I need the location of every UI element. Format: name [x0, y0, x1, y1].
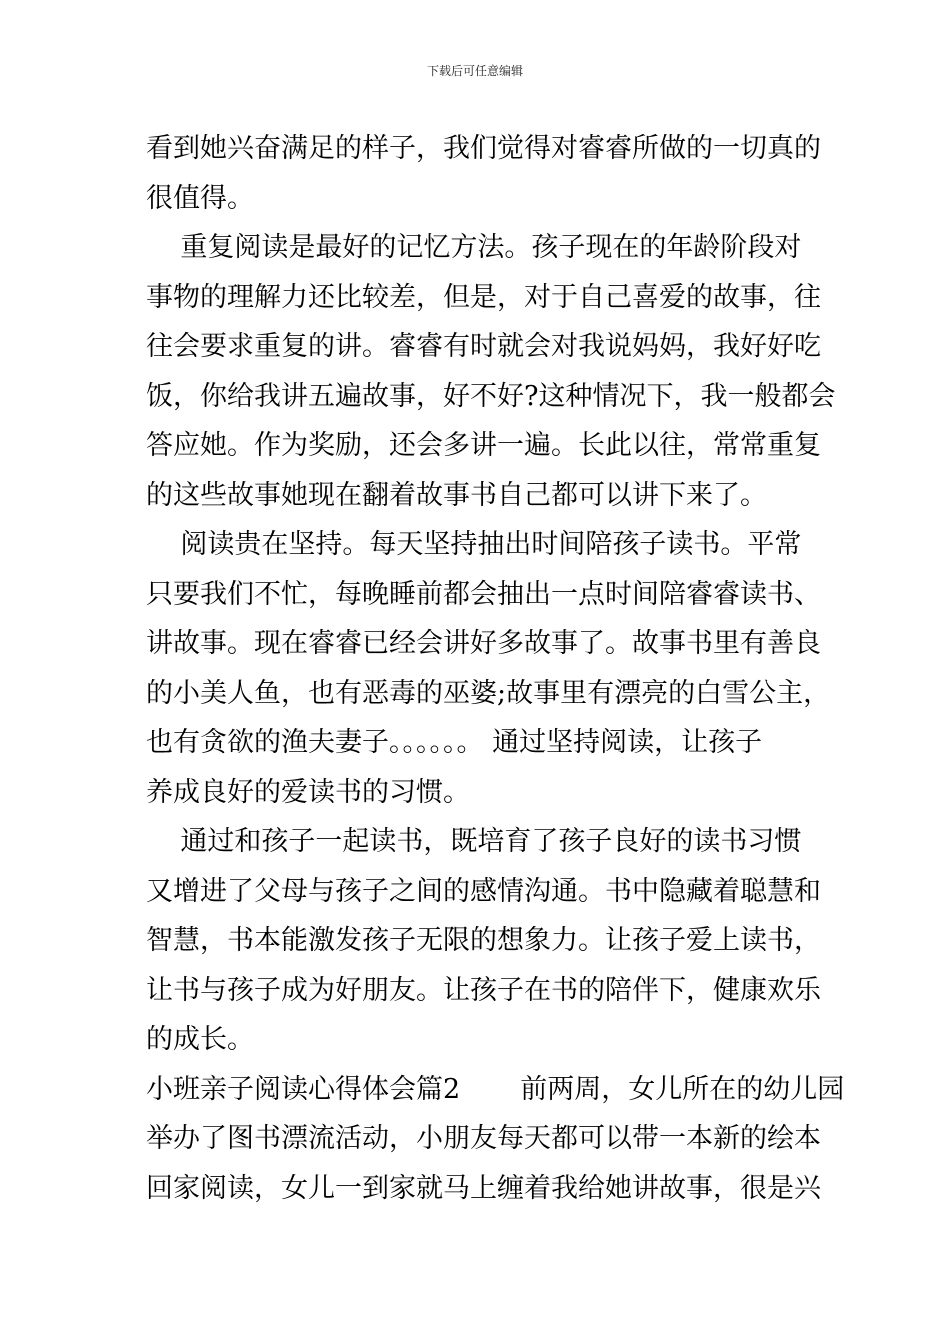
page-header: 下载后可任意编辑	[426, 64, 523, 78]
text-line: 通过和孩子一起读书，既培育了孩子良好的读书习惯	[146, 826, 802, 857]
text-line: 又增进了父母与孩子之间的感情沟通。书中隐藏着聪慧和	[146, 875, 821, 907]
text-line: 只要我们不忙，每晚睡前都会抽出一点时间陪睿睿读书、	[146, 578, 821, 610]
text-line: 重复阅读是最好的记忆方法。孩子现在的年龄阶段对	[146, 232, 802, 263]
text-line: 智慧，书本能激发孩子无限的想象力。让孩子爱上读书，	[146, 925, 821, 956]
text-line: 的成长。	[146, 1024, 254, 1055]
text-line: 的这些故事她现在翻着故事书自己都可以讲下来了。	[146, 479, 767, 511]
text-line: 讲故事。现在睿睿已经会讲好多故事了。故事书里有善良	[146, 628, 821, 659]
section-heading-line: 小班亲子阅读心得体会篇2 前两周，女儿所在的幼儿园	[146, 1073, 845, 1105]
text-line: 也有贪欲的渔夫妻子。。。。。。 通过坚持阅读，让孩子	[146, 727, 763, 758]
text-line: 的小美人鱼，也有恶毒的巫婆;故事里有漂亮的白雪公主，	[146, 677, 831, 709]
text-line: 举办了图书漂流活动，小朋友每天都可以带一本新的绘本	[146, 1123, 821, 1154]
text-line: 饭，你给我讲五遍故事，好不好?这种情况下，我一般都会	[146, 380, 836, 412]
text-line: 往会要求重复的讲。睿睿有时就会对我说妈妈，我好好吃	[146, 331, 821, 362]
text-line: 答应她。作为奖励，还会多讲一遍。长此以往，常常重复	[146, 430, 821, 461]
text-line: 事物的理解力还比较差，但是，对于自己喜爱的故事，往	[146, 281, 821, 313]
text-line: 看到她兴奋满足的样子，我们觉得对睿睿所做的一切真的	[146, 133, 821, 164]
text-line: 让书与孩子成为好朋友。让孩子在书的陪伴下，健康欢乐	[146, 974, 821, 1006]
document-body	[146, 124, 845, 1213]
text-line: 很值得。	[146, 182, 254, 214]
text-line: 回家阅读，女儿一到家就马上缠着我给她讲故事，很是兴	[146, 1172, 821, 1204]
text-line: 养成良好的爱读书的习惯。	[146, 776, 470, 808]
text-line: 阅读贵在坚持。每天坚持抽出时间陪孩子读书。平常	[146, 529, 802, 560]
